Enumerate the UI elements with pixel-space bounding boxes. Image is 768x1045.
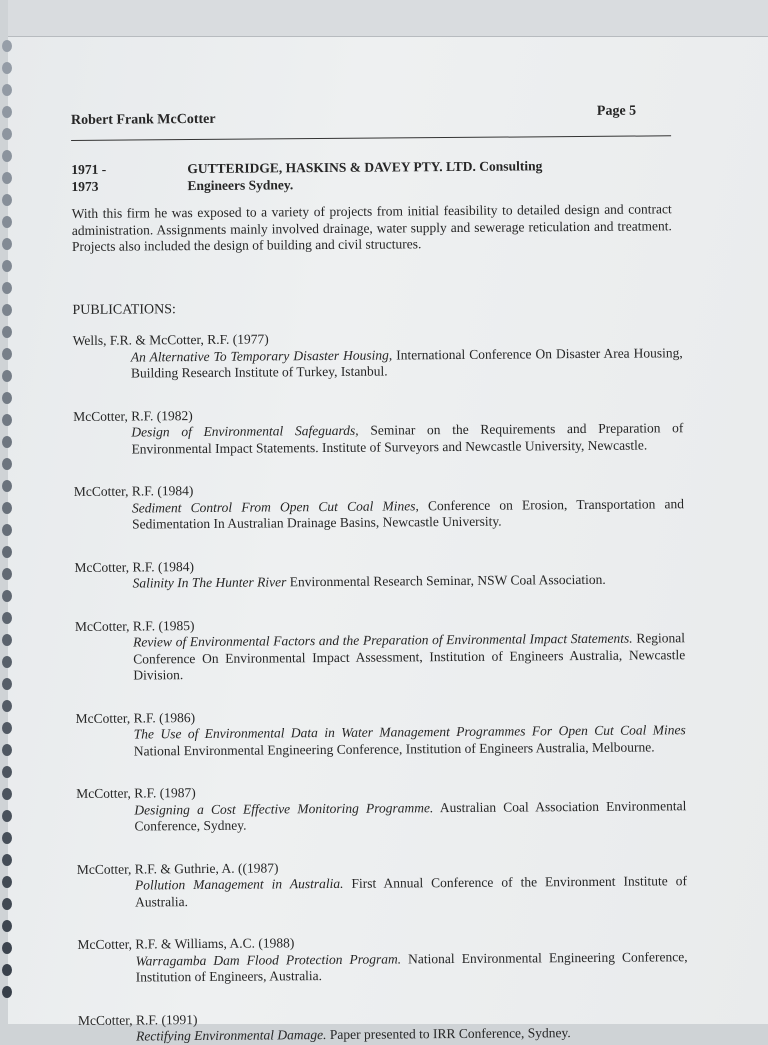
binding-hole [2,128,12,140]
header-name: Robert Frank McCotter [70,111,216,128]
publication-title: Review of Environmental Factors and the Preparation of Environmental Impact Statements. [132,630,633,650]
publication-item [76,781,686,835]
publication-title: Design of Environmental Safeguards, [131,422,359,440]
binding-hole [2,898,12,910]
publication-title: Pollution Management in Australia. [134,875,344,893]
publication-title: Rectifying Environmental Damage. [136,1027,327,1044]
binding-hole [2,854,12,866]
publication-detail [76,798,686,836]
publication-venue: International Conference On Disaster Area Housing, Building Research Institute of Turkey, Istanbul. [130,344,683,381]
publication-detail [77,873,687,911]
publication-item [74,555,684,593]
publication-detail [73,420,683,458]
binding-hole [2,84,12,96]
publication-title: Salinity In The Hunter River [132,574,287,591]
publication-author: McCotter, R.F. & Guthrie, A. ((1987) [76,859,279,877]
publication-title: Warragamba Dam Flood Protection Program. [135,950,402,969]
years-start: 1971 - [71,161,107,177]
binding-hole [2,216,12,228]
publication-title: Designing a Cost Effective Monitoring Programme. [134,799,434,818]
publication-detail [75,630,685,684]
publication-item [78,1008,688,1045]
binding-hole [2,392,12,404]
binding-hole [2,920,12,932]
publication-venue: Seminar on the Requirements and Preparation of Environmental Impact Statements. Institute of Surveyors and Newcastle University, Newcastle. [131,420,684,457]
header-rule [71,135,671,141]
publication-title: An Alternative To Temporary Disaster Housing, [130,346,393,365]
binding-hole [2,788,12,800]
binding-hole [2,634,12,646]
publication-author: Wells, F.R. & McCotter, R.F. (1977) [72,331,269,348]
publication-detail [76,722,686,760]
publications-list [73,328,689,1045]
previous-page-edge [8,0,768,37]
binding-hole [2,568,12,580]
publication-venue: Paper presented to IRR Conference, Sydney. [326,1025,571,1043]
publication-item [73,404,683,458]
publication-detail [78,1024,688,1045]
publication-venue: Regional Conference On Environmental Impact Assessment, Institution of Engineers Australia, Newcastle Division. [133,630,686,683]
publication-author: McCotter, R.F. (1982) [73,407,193,424]
employment-years [71,161,106,195]
publication-detail [74,496,684,534]
binding-hole [2,876,12,888]
binding-hole [2,370,12,382]
publication-author: McCotter, R.F. (1984) [73,483,194,499]
binding-hole [2,480,12,492]
publication-detail [77,949,687,987]
binding-hole [2,172,12,184]
binding-hole [2,766,12,778]
employment-description: With this firm he was exposed to a variety of projects from initial feasibility to detailed design and contract administration. Assignments mainly involved drainage, water supply and sewerage reticulation and treatment. Projects also included the design of building and civil structures. [71,201,672,254]
binding-hole [2,150,12,162]
binding-hole [2,524,12,536]
binding-hole [2,238,12,250]
publication-author: McCotter, R.F. (1985) [74,617,195,634]
binding-hole [2,106,12,118]
publication-author: McCotter, R.F. (1991) [77,1011,198,1028]
publication-item [74,479,684,533]
binding-hole [2,942,12,954]
binding-hole [2,304,12,316]
firm-line-2: Engineers Sydney. [187,177,294,194]
binding-hole [2,722,12,734]
binding-hole [2,326,12,338]
publication-venue: First Annual Conference of the Environment Institute of Australia. [135,873,687,910]
publication-venue: National Environmental Engineering Conference, Institution of Engineers, Australia. [135,948,688,985]
binding-hole [2,678,12,690]
binding-hole [2,744,12,756]
binding-hole [2,832,12,844]
binding-hole [2,546,12,558]
publication-item [75,614,685,685]
publication-venue: Australian Coal Association Environmental Conference, Sydney. [134,797,687,834]
binding-hole [2,986,12,998]
firm-line-1: GUTTERIDGE, HASKINS & DAVEY PTY. LTD. Consulting [187,158,543,177]
binding-hole [2,656,12,668]
publication-detail [73,345,683,383]
binding-hole [2,260,12,272]
years-end: 1973 [71,178,99,194]
publication-item [76,706,686,760]
publication-author: McCotter, R.F. (1984) [74,558,195,575]
publications-heading: PUBLICATIONS: [72,302,176,318]
binding-hole [2,194,12,206]
binding-holes [2,40,16,1020]
binding-hole [2,964,12,976]
publication-venue: Conference on Erosion, Transportation and Sedimentation In Australian Drainage Basins, Newcastle University. [132,495,685,532]
binding-hole [2,458,12,470]
binding-hole [2,700,12,712]
binding-hole [2,590,12,602]
publication-item [77,932,687,986]
binding-hole [2,502,12,514]
binding-hole [2,348,12,360]
binding-hole [2,62,12,74]
employment-firm [187,157,627,194]
publication-author: McCotter, R.F. (1987) [76,785,196,801]
page-number: Page 5 [596,103,637,119]
binding-hole [2,414,12,426]
publication-detail [75,571,685,592]
document-page [8,0,768,1044]
publication-venue: Environmental Research Seminar, NSW Coal Association. [286,571,606,590]
binding-hole [2,282,12,294]
binding-hole [2,436,12,448]
publication-author: McCotter, R.F. (1986) [75,709,196,726]
publication-title: Sediment Control From Open Cut Coal Mines, [131,497,419,516]
binding-hole [2,612,12,624]
binding-hole [2,810,12,822]
publication-item [77,857,687,911]
binding-hole [2,40,12,52]
publication-title: The Use of Environmental Data in Water Management Programmes For Open Cut Coal Mines [133,722,686,742]
publication-venue: National Environmental Engineering Conference, Institution of Engineers Australia, Melbourne. [133,738,655,759]
publication-item [73,328,683,382]
publication-author: McCotter, R.F. & Williams, A.C. (1988) [77,935,295,952]
